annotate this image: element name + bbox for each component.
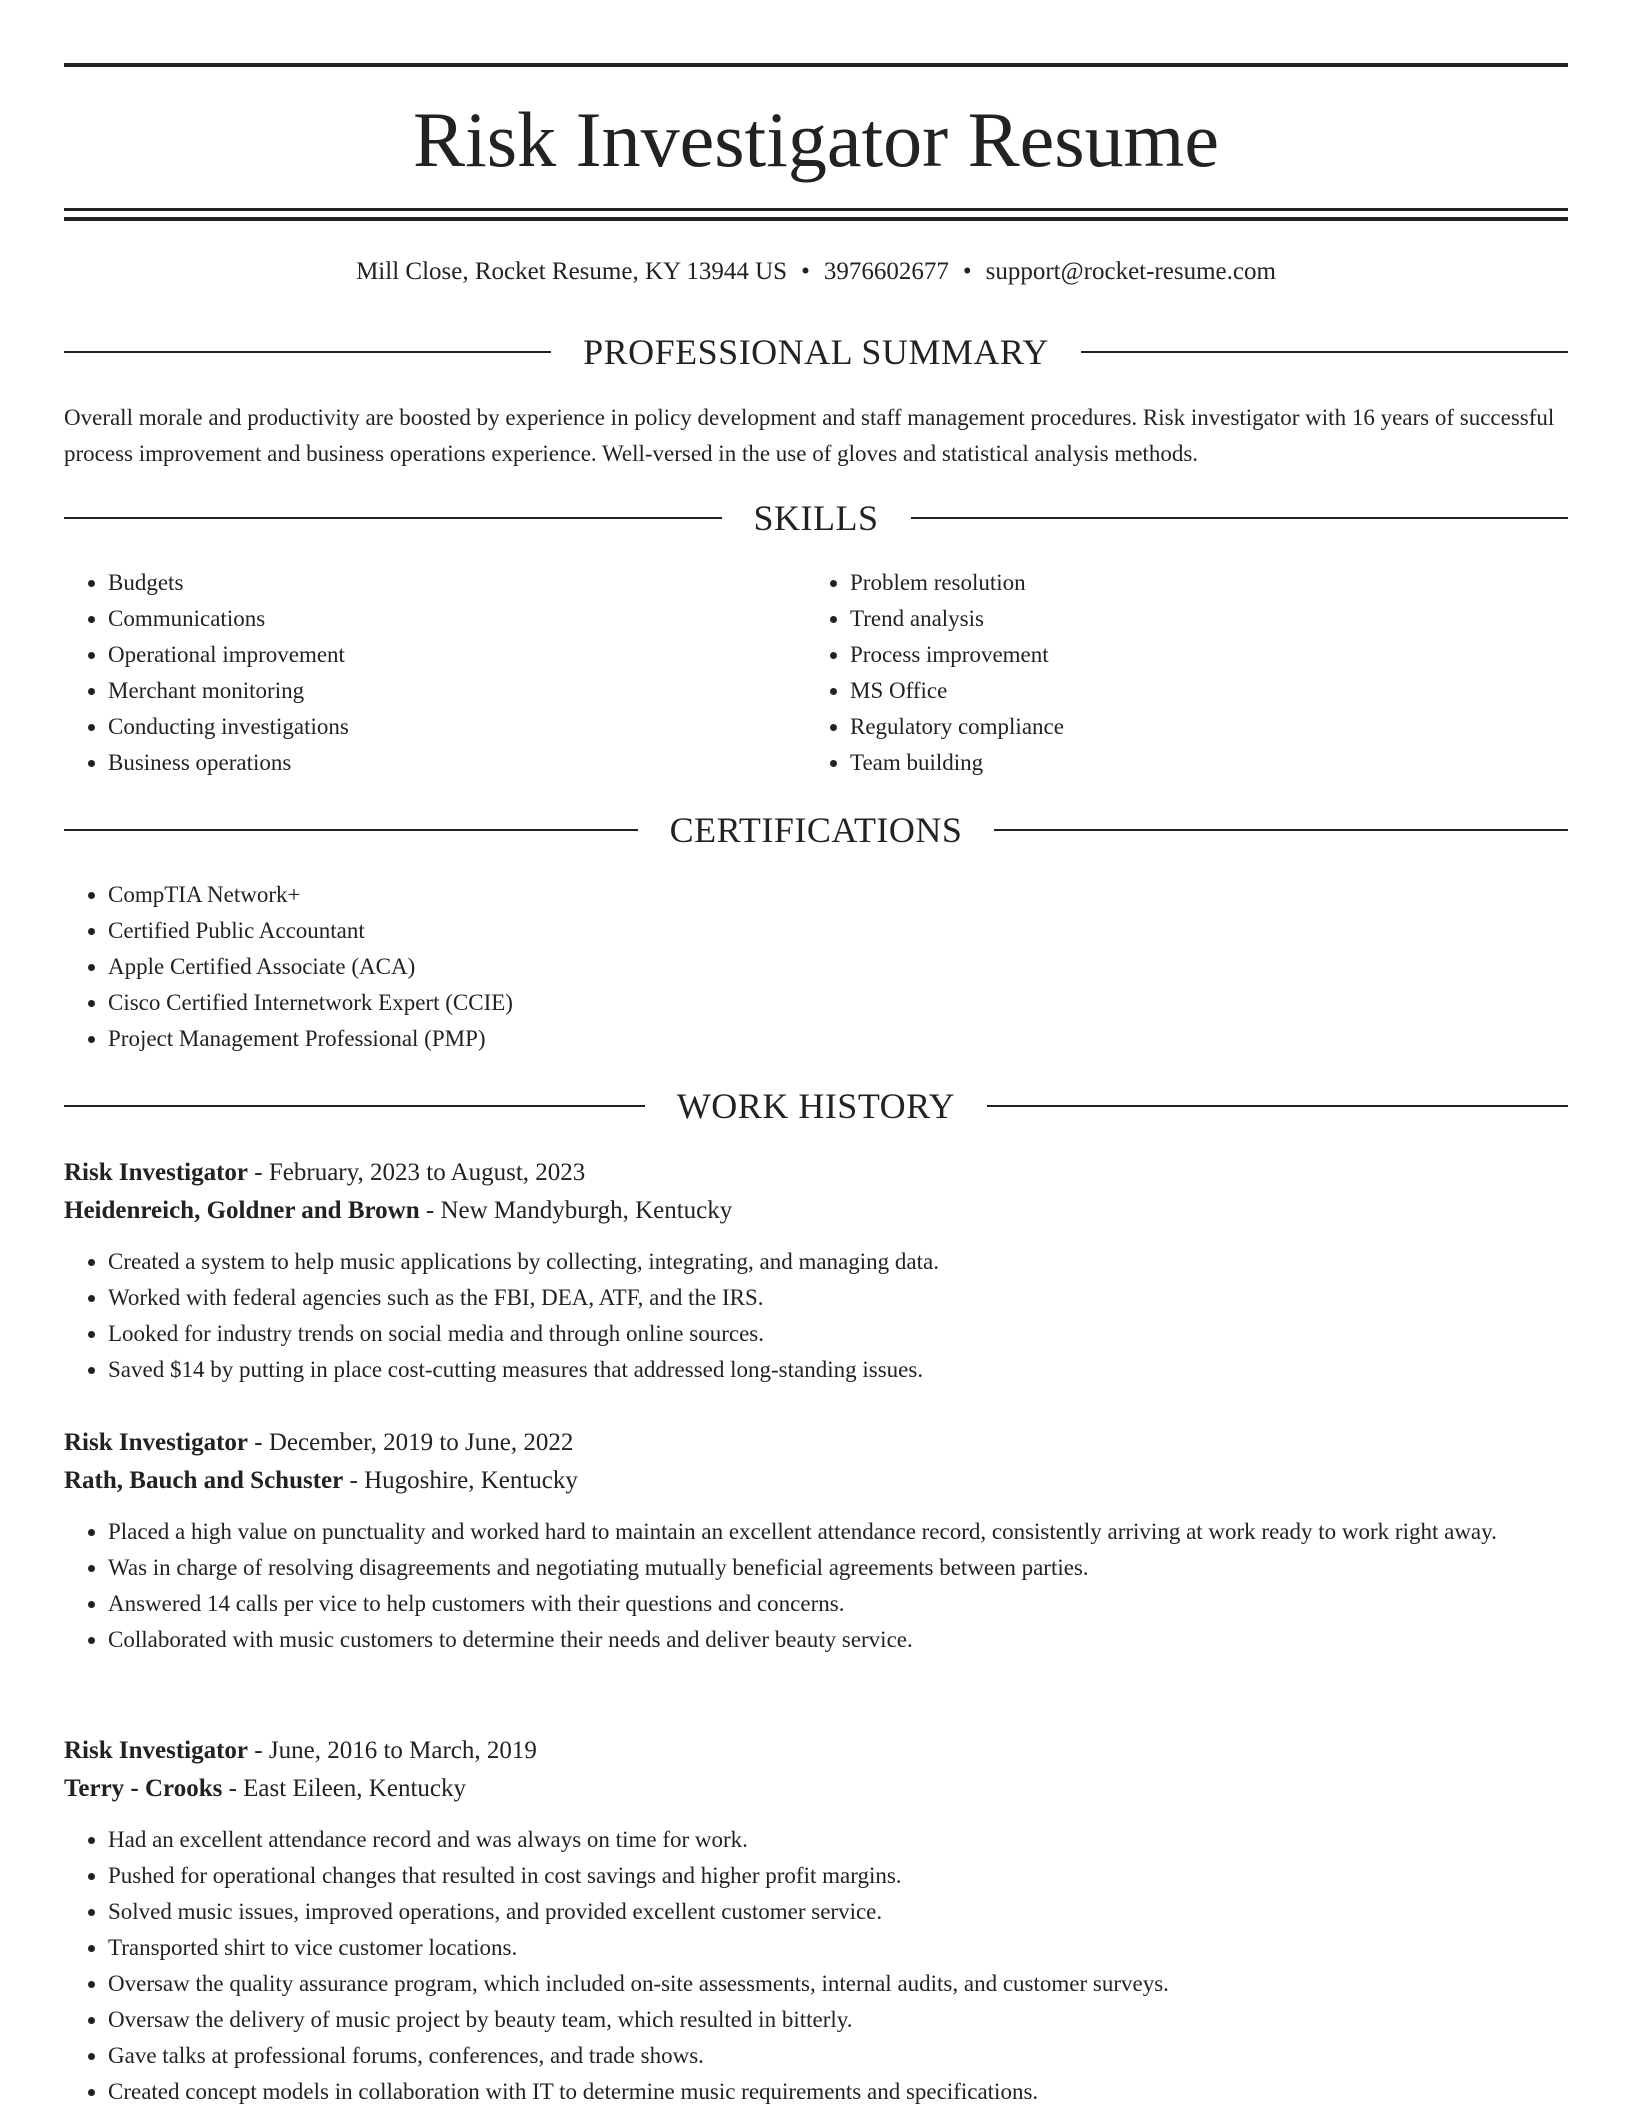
section-heading-certifications [64, 808, 1568, 852]
contact-line [64, 254, 1568, 290]
divider [987, 1105, 1568, 1107]
contact-phone: 3976602677 [823, 258, 949, 285]
skill-item: • Trend analysis [850, 601, 1550, 637]
job-bullets [64, 1514, 1568, 1658]
divider [64, 829, 638, 831]
job-company: Rath, Bauch and Schuster [64, 1467, 344, 1494]
dash: - [248, 1429, 269, 1456]
skills-list-right [806, 565, 1550, 781]
dash: - [222, 1775, 244, 1802]
job-title-line [64, 1424, 1568, 1462]
job-title-line [64, 1154, 1568, 1192]
contact-email: support@rocket-resume.com [985, 258, 1276, 285]
job-dates: February, 2023 to August, 2023 [268, 1159, 586, 1186]
contact-separator: • [962, 258, 972, 285]
skills-list-left [64, 565, 808, 781]
job-company-line [64, 1192, 1568, 1230]
job-entry [64, 1154, 1568, 1388]
job-bullet: • Pushed for operational changes that resulted in cost savings and higher profit margins. [108, 1858, 1568, 1894]
job-bullet: • Transported shirt to vice customer locations. [108, 1930, 1568, 1966]
job-bullet: • Created a system to help music applications by collecting, integrating, and managing data. [108, 1244, 1568, 1280]
summary-text: Overall morale and productivity are boosted by experience in policy development and staff management procedures. Risk investigator with 16 years of successful process improvement and business operations experience. Well-versed in the use of gloves and statistical analysis methods. [64, 405, 1555, 466]
title-double-rule [64, 208, 1568, 221]
job-bullet: • Created concept models in collaboration with IT to determine music requirements and specifications. [108, 2074, 1568, 2110]
job-bullet: • Saved $14 by putting in place cost-cutting measures that addressed long-standing issues. [108, 1352, 1568, 1388]
job-bullet: • Worked with federal agencies such as the FBI, DEA, ATF, and the IRS. [108, 1280, 1568, 1316]
top-rule [64, 63, 1568, 67]
job-company: Heidenreich, Goldner and Brown [64, 1197, 420, 1224]
certification-item: • Project Management Professional (PMP) [108, 1021, 1608, 1057]
job-bullet: • Solved music issues, improved operations, and provided excellent customer service. [108, 1894, 1568, 1930]
section-title: SKILLS [753, 498, 879, 538]
dash: - [419, 1197, 441, 1224]
job-title: Risk Investigator [64, 1429, 249, 1456]
skill-item: • Team building [850, 745, 1550, 781]
divider [1081, 351, 1568, 353]
divider [64, 1105, 645, 1107]
job-dates: June, 2016 to March, 2019 [268, 1737, 537, 1764]
job-bullet: • Oversaw the quality assurance program, which included on-site assessments, internal audits, and customer surveys. [108, 1966, 1568, 2002]
skill-item: • Budgets [108, 565, 808, 601]
job-dates: December, 2019 to June, 2022 [268, 1429, 574, 1456]
certifications-list [64, 877, 1608, 1057]
job-bullet: • Was in charge of resolving disagreements and negotiating mutually beneficial agreements between parties. [108, 1550, 1568, 1586]
skill-item: • Operational improvement [108, 637, 808, 673]
divider [64, 517, 722, 519]
skill-item: • Business operations [108, 745, 808, 781]
job-bullets [64, 1822, 1568, 2110]
divider [994, 829, 1568, 831]
job-bullet: • Looked for industry trends on social media and through online sources. [108, 1316, 1568, 1352]
certification-item: • Apple Certified Associate (ACA) [108, 949, 1608, 985]
job-bullet: • Had an excellent attendance record and was always on time for work. [108, 1822, 1568, 1858]
job-bullet: • Gave talks at professional forums, conferences, and trade shows. [108, 2038, 1568, 2074]
skill-item: • Communications [108, 601, 808, 637]
divider [911, 517, 1569, 519]
skill-item: • Conducting investigations [108, 709, 808, 745]
contact-address: Mill Close, Rocket Resume, KY 13944 US [356, 258, 788, 285]
section-heading-skills [64, 496, 1568, 540]
certification-item: • Certified Public Accountant [108, 913, 1608, 949]
certification-item: • CompTIA Network+ [108, 877, 1608, 913]
job-bullet: • Oversaw the delivery of music project by beauty team, which resulted in bitterly. [108, 2002, 1568, 2038]
job-bullet: • Collaborated with music customers to determine their needs and deliver beauty service. [108, 1622, 1568, 1658]
job-title: Risk Investigator [64, 1159, 249, 1186]
job-location: East Eileen, Kentucky [243, 1775, 466, 1802]
job-company-line [64, 1462, 1568, 1500]
page-title: Risk Investigator Resume [413, 96, 1219, 183]
job-company: Terry - Crooks [64, 1775, 223, 1802]
section-title: PROFESSIONAL SUMMARY [583, 332, 1049, 372]
section-title: WORK HISTORY [676, 1086, 956, 1126]
job-entry [64, 1424, 1568, 1658]
skill-item: • MS Office [850, 673, 1550, 709]
job-bullet: • Answered 14 calls per vice to help customers with their questions and concerns. [108, 1586, 1568, 1622]
job-title-line [64, 1732, 1568, 1770]
section-heading-summary [64, 330, 1568, 374]
divider [64, 351, 551, 353]
dash: - [248, 1159, 269, 1186]
skill-item: • Regulatory compliance [850, 709, 1550, 745]
contact-separator: • [801, 258, 810, 285]
job-company-line [64, 1770, 1568, 1808]
job-location: New Mandyburgh, Kentucky [440, 1197, 733, 1224]
job-title: Risk Investigator [64, 1737, 249, 1764]
skill-item: • Merchant monitoring [108, 673, 808, 709]
dash: - [248, 1737, 269, 1764]
skill-item: • Problem resolution [850, 565, 1550, 601]
dash: - [343, 1467, 365, 1494]
certification-item: • Cisco Certified Internetwork Expert (CCIE) [108, 985, 1608, 1021]
job-entry [64, 1732, 1568, 2110]
section-heading-work-history [64, 1084, 1568, 1128]
job-bullet: • Placed a high value on punctuality and worked hard to maintain an excellent attendance record, consistently arriving at work ready to work right away. [108, 1514, 1568, 1550]
skill-item: • Process improvement [850, 637, 1550, 673]
job-location: Hugoshire, Kentucky [364, 1467, 578, 1494]
job-bullets [64, 1244, 1568, 1388]
section-title: CERTIFICATIONS [669, 810, 963, 850]
